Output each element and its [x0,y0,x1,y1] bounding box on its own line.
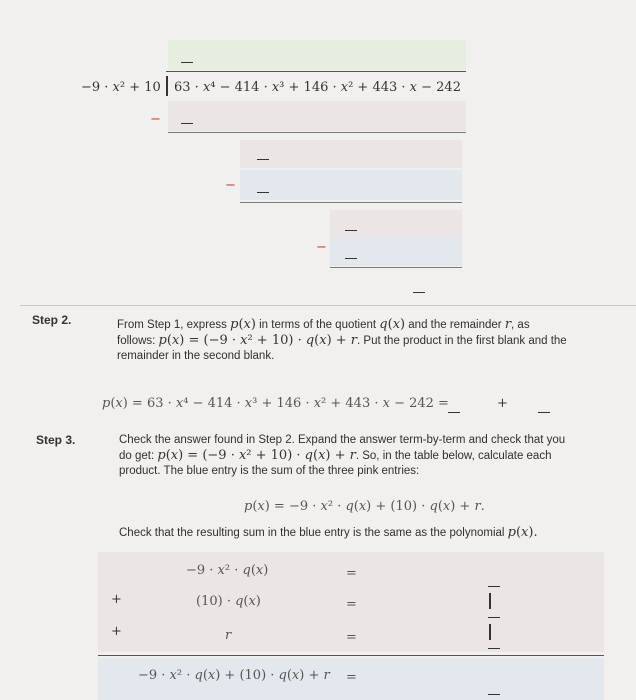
table-sum-expr: −9 · 𝑥² · 𝑞(𝑥) + (10) · 𝑞(𝑥) + 𝑟 [138,668,330,683]
table-row-2-expr: (10) · 𝑞(𝑥) [196,594,261,609]
table-row-3-blank[interactable] [488,634,500,649]
quotient-area [168,40,466,70]
rule-2 [240,202,462,203]
minus-sign-3: − [316,240,327,255]
minus-sign-2: − [225,178,236,193]
section-divider [20,305,636,306]
subtract-row-2[interactable] [240,170,462,200]
table-sum-rule [98,655,604,656]
remainder-blank[interactable] [538,398,550,413]
division-bar [166,71,466,72]
subtract-blank-2[interactable] [257,178,269,193]
rule-3 [330,267,462,268]
step2-text: From Step 1, express 𝑝(𝑥) in terms of the quotient 𝑞(𝑥) and the remainder 𝑟, as follows: 𝑝(𝑥) = (−9 · 𝑥² + 10) · 𝑞(𝑥) + 𝑟. Put the product in the first blank and the remainder in the second blank. [117,317,567,362]
remainder-blank-1[interactable] [257,145,269,160]
table-row-3-op: + [111,624,122,639]
table-row-1-expr: −9 · 𝑥² · 𝑞(𝑥) [186,563,269,578]
table-row-3-eq: = [346,630,357,645]
remainder-row-1[interactable] [240,140,462,168]
subtract-blank-3[interactable] [345,244,357,259]
step2-equation: 𝑝(𝑥) = 63 · 𝑥⁴ − 414 · 𝑥³ + 146 · 𝑥² + 443 · 𝑥 − 242 = [102,396,449,411]
table-row-2-blank[interactable] [488,603,500,618]
step3-text: Check the answer found in Step 2. Expand the answer term-by-term and check that you do get: 𝑝(𝑥) = (−9 · 𝑥² + 10) · 𝑞(𝑥) + 𝑟. So, in the table below, calculate each product. The blue entry is the sum of the three pink entries: [119,434,566,477]
remainder-blank-2[interactable] [345,216,357,231]
table-row-2-eq: = [346,597,357,612]
table-row-2-op: + [111,592,122,607]
quotient-blank[interactable] [181,48,193,63]
final-remainder-blank[interactable] [413,278,425,293]
subtract-row-1[interactable] [168,101,466,131]
divisor: −9 · 𝑥² + 10 [81,80,161,95]
dividend: 63 · 𝑥⁴ − 414 · 𝑥³ + 146 · 𝑥² + 443 · 𝑥 − 242 [174,80,461,95]
table-sum-eq: = [346,670,357,685]
step3-center-formula: 𝑝(𝑥) = −9 · 𝑥² · 𝑞(𝑥) + (10) · 𝑞(𝑥) + 𝑟. [244,499,485,514]
product-blank[interactable] [448,398,460,413]
step2-label: Step 2. [32,313,72,327]
rule-1 [168,132,466,133]
table-row-3-expr: 𝑟 [225,628,232,643]
table-row-1-blank[interactable] [488,572,500,587]
step3-check-text: Check that the resulting sum in the blue entry is the same as the polynomial 𝑝(𝑥). [119,525,538,540]
minus-sign-1: − [150,112,161,127]
table-row-1-eq: = [346,566,357,581]
step2-plus: + [497,396,508,411]
division-bracket [166,76,168,96]
subtract-blank-1[interactable] [181,109,193,124]
table-sum-blank[interactable] [488,680,500,695]
step3-label: Step 3. [36,433,76,447]
